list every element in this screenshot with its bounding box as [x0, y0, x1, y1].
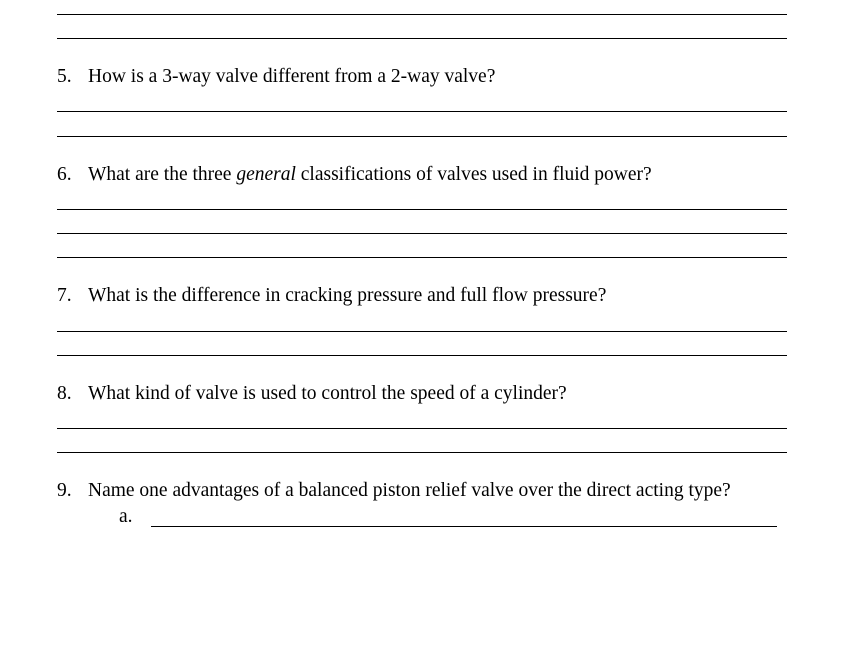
answer-line[interactable] — [57, 209, 787, 210]
question-9 — [57, 480, 731, 502]
question-5 — [57, 66, 495, 88]
question-text-part: classifications of valves used in fluid power? — [295, 164, 652, 185]
answer-line[interactable] — [151, 526, 777, 527]
question-text: What kind of valve is used to control the speed of a cylinder? — [88, 383, 567, 404]
answer-line[interactable] — [57, 452, 787, 453]
answer-line[interactable] — [57, 14, 787, 15]
sub-item-label: a. — [119, 506, 133, 527]
question-text: How is a 3-way valve different from a 2-way valve? — [88, 66, 496, 87]
question-number: 7. — [57, 285, 72, 306]
question-text: What is the difference in cracking pressure and full flow pressure? — [88, 285, 607, 306]
answer-line[interactable] — [57, 331, 787, 332]
question-text-emphasis: general — [236, 164, 296, 185]
answer-line[interactable] — [57, 355, 787, 356]
question-number: 6. — [57, 164, 72, 185]
question-8 — [57, 383, 567, 405]
question-7 — [57, 285, 606, 307]
question-number: 8. — [57, 383, 72, 404]
question-text-part: What are the three — [88, 164, 237, 185]
question-number: 9. — [57, 480, 72, 501]
answer-line[interactable] — [57, 38, 787, 39]
answer-line[interactable] — [57, 428, 787, 429]
answer-line[interactable] — [57, 257, 787, 258]
question-6 — [57, 164, 652, 186]
question-number: 5. — [57, 66, 72, 87]
question-text: Name one advantages of a balanced piston relief valve over the direct acting type? — [88, 480, 731, 501]
answer-line[interactable] — [57, 111, 787, 112]
answer-line[interactable] — [57, 136, 787, 137]
answer-line[interactable] — [57, 233, 787, 234]
